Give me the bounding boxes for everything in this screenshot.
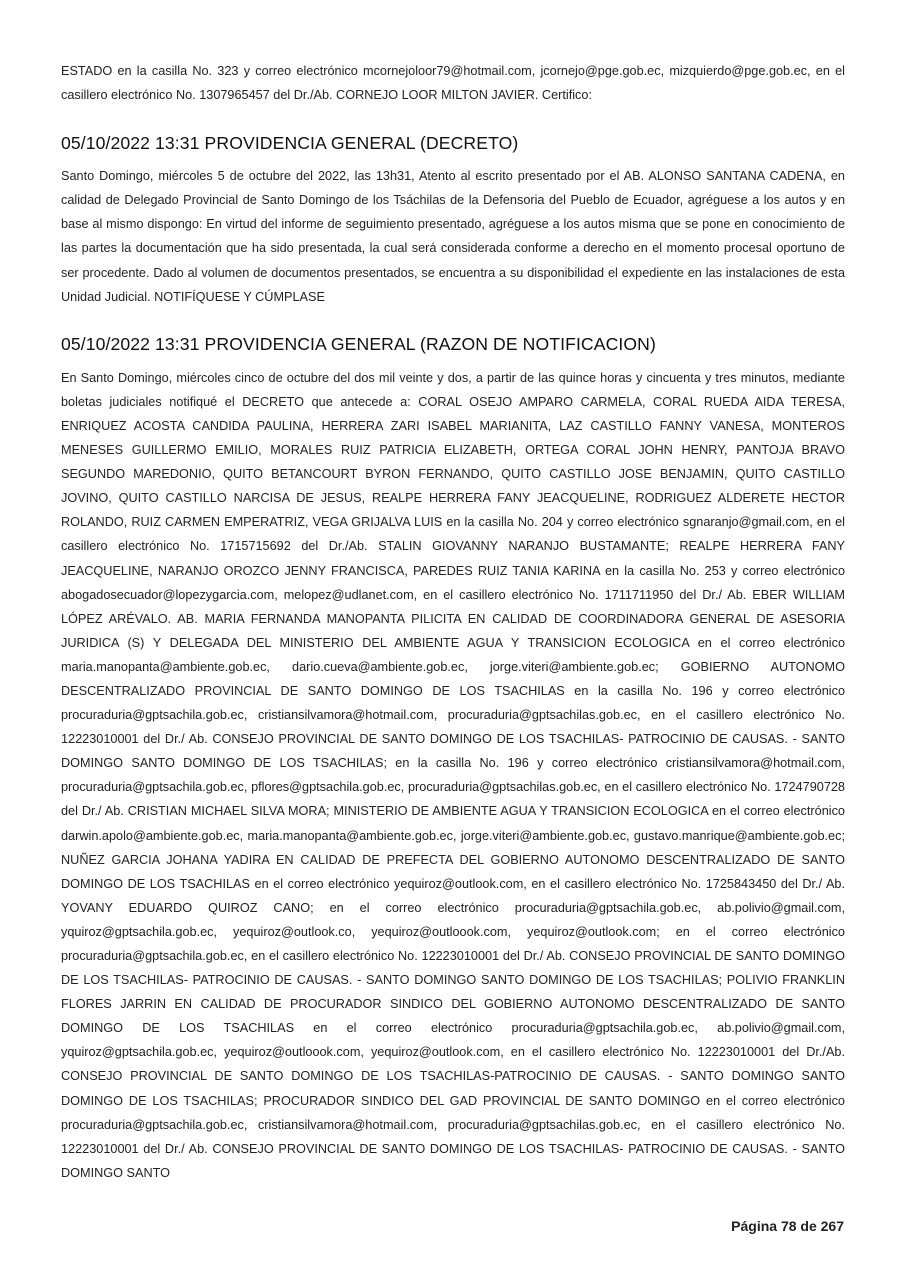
- document-page: [61, 59, 845, 1185]
- page-number: Página 78 de 267: [731, 1218, 844, 1234]
- intro-paragraph: ESTADO en la casilla No. 323 y correo electrónico mcornejoloor79@hotmail.com, jcornejo@pge.gob.ec, mizquierdo@pge.gob.ec, en el casillero electrónico No. 1307965457 del Dr./Ab. CORNEJO LOOR MILTON JAVIER. Certifico:: [61, 64, 845, 103]
- section-body-decreto: Santo Domingo, miércoles 5 de octubre del 2022, las 13h31, Atento al escrito presentado por el AB. ALONSO SANTANA CADENA, en calidad de Delegado Provincial de Santo Domingo de los Tsáchilas de la Defensoria del Pueblo de Ecuador, agréguese a los autos y en base al mismo dispongo: En virtud del informe de seguimiento presentado, agréguese a los autos misma que se pone en conocimiento de las partes la documentación que ha sido presentada, la cual será considerada conforme a derecho en el momento procesal oportuno de ser procedente. Dado al volumen de documentos presentados, se encuentra a su disponibilidad el expediente en las instalaciones de esta Unidad Judicial. NOTIFÍQUESE Y CÚMPLASE: [61, 169, 845, 304]
- section-heading-razon-notificacion: 05/10/2022 13:31 PROVIDENCIA GENERAL (RAZON DE NOTIFICACION): [61, 333, 656, 354]
- section-body-razon-notificacion: En Santo Domingo, miércoles cinco de octubre del dos mil veinte y dos, a partir de las quince horas y cincuenta y tres minutos, mediante boletas judiciales notifiqué el DECRETO que antecede a: CORAL OSEJO AMPARO CARMELA, CORAL RUEDA AIDA TERESA, ENRIQUEZ ACOSTA CANDIDA PAULINA, HERRERA ZARI ISABEL MARIANITA, LAZ CASTILLO FANNY VANESA, MONTEROS MENESES GUILLERMO EMILIO, MORALES RUIZ PATRICIA ELIZABETH, ORTEGA CORAL JOHN HENRY, PANTOJA BRAVO SEGUNDO MAREDONIO, QUITO BETANCOURT BYRON FERNANDO, QUITO CASTILLO JOSE BENJAMIN, QUITO CASTILLO JOVINO, QUITO CASTILLO NARCISA DE JESUS, REALPE HERRERA FANY JEACQUELINE, RODRIGUEZ ALDERETE HECTOR ROLANDO, RUIZ CARMEN EMPERATRIZ, VEGA GRIJALVA LUIS en la casilla No. 204 y correo electrónico sgnaranjo@gmail.com, en el casillero electrónico No. 1715715692 del Dr./Ab. STALIN GIOVANNY NARANJO BUSTAMANTE; REALPE HERRERA FANY JEACQUELINE, NARANJO OROZCO JENNY FRANCISCA, PAREDES RUIZ TANIA KARINA en la casilla No. 253 y correo electrónico abogadosecuador@lopezygarcia.com, melopez@udlanet.com, en el casillero electrónico No. 1711711950 del Dr./ Ab. EBER WILLIAM LÓPEZ ARÉVALO. AB. MARIA FERNANDA MANOPANTA PILICITA EN CALIDAD DE COORDINADORA GENERAL DE ASESORIA JURIDICA (S) Y DELEGADA DEL MINISTERIO DEL AMBIENTE AGUA Y TRANSICION ECOLOGICA en el correo electrónico maria.manopanta@ambiente.gob.ec, dario.cueva@ambiente.gob.ec, jorge.viteri@ambiente.gob.ec; GOBIERNO AUTONOMO DESCENTRALIZADO PROVINCIAL DE SANTO DOMINGO DE LOS TSACHILAS en la casilla No. 196 y correo electrónico procuraduria@gptsachila.gob.ec, cristiansilvamora@hotmail.com, procuraduria@gptsachilas.gob.ec, en el casillero electrónico No. 12223010001 del Dr./ Ab. CONSEJO PROVINCIAL DE SANTO DOMINGO DE LOS TSACHILAS- PATROCINIO DE CAUSAS. - SANTO DOMINGO SANTO DOMINGO DE LOS TSACHILAS; en la casilla No. 196 y correo electrónico cristiansilvamora@hotmail.com, procuraduria@gptsachila.gob.ec, pflores@gptsachila.gob.ec, procuraduria@gptsachilas.gob.ec, en el casillero electrónico No. 1724790728 del Dr./ Ab. CRISTIAN MICHAEL SILVA MORA; MINISTERIO DE AMBIENTE AGUA Y TRANSICION ECOLOGICA en el correo electrónico darwin.apolo@ambiente.gob.ec, maria.manopanta@ambiente.gob.ec, jorge.viteri@ambiente.gob.ec, gustavo.manrique@ambiente.gob.ec; NUÑEZ GARCIA JOHANA YADIRA EN CALIDAD DE PREFECTA DEL GOBIERNO AUTONOMO DESCENTRALIZADO DE SANTO DOMINGO DE LOS TSACHILAS en el correo electrónico yequiroz@outlook.com, en el casillero electrónico No. 1725843450 del Dr./ Ab. YOVANY EDUARDO QUIROZ CANO; en el correo electrónico procuraduria@gptsachila.gob.ec, ab.polivio@gmail.com, yquiroz@gptsachila.gob.ec, yequiroz@outlook.co, yequiroz@outloook.com, yequiroz@outlook.com; en el correo electrónico procuraduria@gptsachila.gob.ec, en el casillero electrónico No. 12223010001 del Dr./ Ab. CONSEJO PROVINCIAL DE SANTO DOMINGO DE LOS TSACHILAS- PATROCINIO DE CAUSAS. - SANTO DOMINGO SANTO DOMINGO DE LOS TSACHILAS; POLIVIO FRANKLIN FLORES JARRIN EN CALIDAD DE PROCURADOR SINDICO DEL GOBIERNO AUTONOMO DESCENTRALIZADO DE SANTO DOMINGO DE LOS TSACHILAS en el correo electrónico procuraduria@gptsachila.gob.ec, ab.polivio@gmail.com, yquiroz@gptsachila.gob.ec, yequiroz@outloook.com, yequiroz@outlook.com, en el casillero electrónico No. 12223010001 del Dr./Ab. CONSEJO PROVINCIAL DE SANTO DOMINGO DE LOS TSACHILAS-PATROCINIO DE CAUSAS. - SANTO DOMINGO SANTO DOMINGO DE LOS TSACHILAS; PROCURADOR SINDICO DEL GAD PROVINCIAL DE SANTO DOMINGO en el correo electrónico procuraduria@gptsachila.gob.ec, cristiansilvamora@hotmail.com, procuraduria@gptsachilas.gob.ec, en el casillero electrónico No. 12223010001 del Dr./ Ab. CONSEJO PROVINCIAL DE SANTO DOMINGO DE LOS TSACHILAS- PATROCINIO DE CAUSAS. - SANTO DOMINGO SANTO: [61, 370, 845, 1180]
- section-heading-decreto: 05/10/2022 13:31 PROVIDENCIA GENERAL (DECRETO): [61, 133, 519, 154]
